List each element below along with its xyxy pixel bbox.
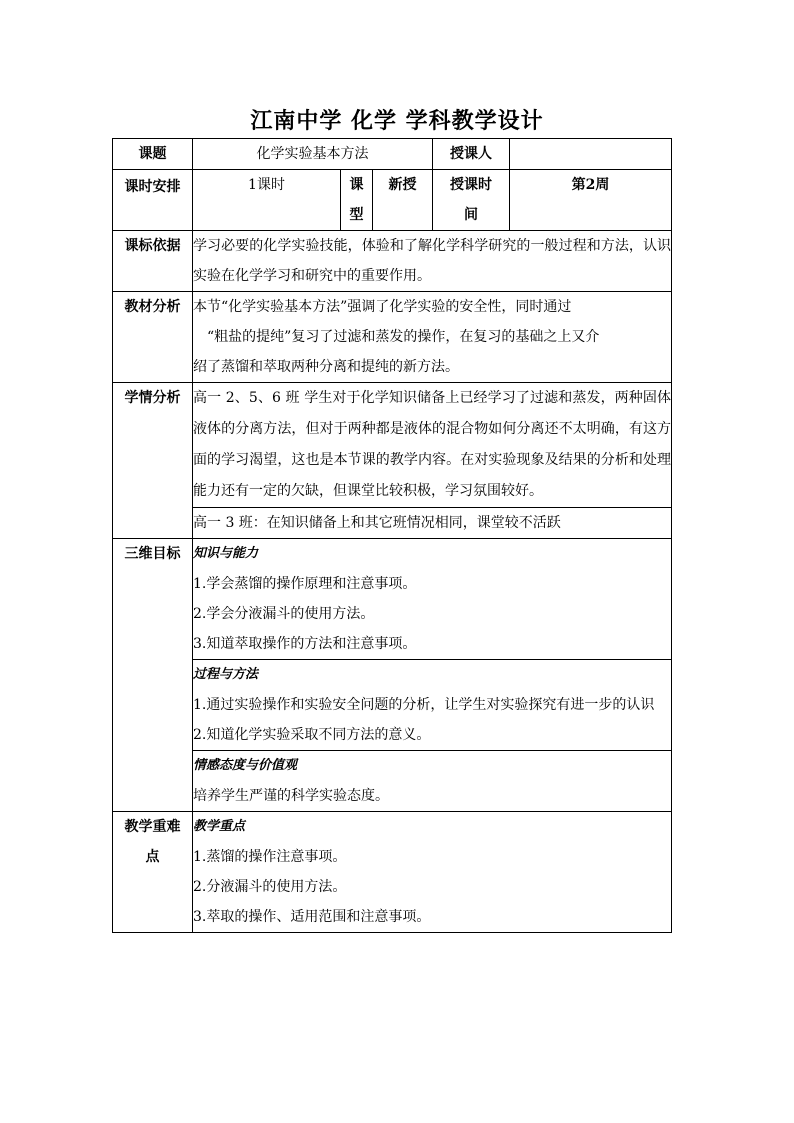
goals-process: [193, 660, 672, 751]
row-students-class3: [113, 508, 672, 539]
students-text-class3: 高一 3 班：在知识储备上和其它班情况相同，课堂较不活跃: [193, 508, 672, 539]
lesson-plan-table: [112, 138, 672, 933]
standard-label: 课标依据: [113, 231, 193, 292]
material-text: 本节“化学实验基本方法”强调了化学实验的安全性，同时通过 “粗盐的提纯”复习了过滤和蒸发的操作，在复习的基础之上又介 绍了蒸馏和萃取两种分离和提纯的新方法。: [193, 292, 672, 383]
list-item: 1.学会蒸馏的操作原理和注意事项。: [193, 576, 417, 592]
goals-knowledge: [193, 539, 672, 660]
list-item: 2.分液漏斗的使用方法。: [193, 879, 347, 895]
students-label: 学情分析: [113, 383, 193, 539]
process-heading: 过程与方法: [193, 667, 259, 682]
row-students: [113, 383, 672, 508]
time-label: 授课时 间: [433, 170, 510, 231]
list-item: 3.知道萃取操作的方法和注意事项。: [193, 636, 417, 652]
material-label: 教材分析: [113, 292, 193, 383]
row-topic: [113, 139, 672, 170]
list-item: 1.通过实验操作和实验安全问题的分析，让学生对实验探究有进一步的认识: [193, 697, 655, 713]
topic-value: 化学实验基本方法: [193, 139, 433, 170]
row-goals-process: [113, 660, 672, 751]
teacher-value: [510, 139, 672, 170]
row-material: [113, 292, 672, 383]
standard-text: 学习必要的化学实验技能，体验和了解化学科学研究的一般过程和方法，认识实验在化学学习和研究中的重要作用。: [193, 231, 672, 292]
key-label: 教学重难 点: [113, 812, 193, 933]
row-goals-knowledge: [113, 539, 672, 660]
list-item: 1.蒸馏的操作注意事项。: [193, 849, 347, 865]
emotion-heading: 情感态度与价值观: [193, 758, 298, 773]
type-value: 新授: [373, 170, 433, 231]
topic-label: 课题: [113, 139, 193, 170]
list-item: 2.学会分液漏斗的使用方法。: [193, 606, 375, 622]
goals-label: 三维目标: [113, 539, 193, 812]
row-goals-emotion: [113, 751, 672, 812]
hours-value: 1课时: [193, 170, 341, 231]
goals-emotion: [193, 751, 672, 812]
key-points: [193, 812, 672, 933]
type-label: 课 型: [341, 170, 373, 231]
list-item: 3.萃取的操作、适用范围和注意事项。: [193, 909, 431, 925]
list-item: 2.知道化学实验采取不同方法的意义。: [193, 727, 431, 743]
knowledge-heading: 知识与能力: [193, 546, 259, 561]
students-text-main: 高一 2、5、6 班 学生对于化学知识储备上已经学习了过滤和蒸发，两种固体液体的分离方法，但对于两种都是液体的混合物如何分离还不太明确，有这方面的学习渴望，这也是本节课的教学内容。在对实验现象及结果的分析和处理能力还有一定的欠缺，但课堂比较积极，学习氛围较好。: [193, 383, 672, 508]
time-value: 第2周: [510, 170, 672, 231]
document-title: 江南中学 化学 学科教学设计: [250, 108, 544, 134]
key-heading: 教学重点: [193, 819, 246, 834]
teacher-label: 授课人: [433, 139, 510, 170]
row-standard: [113, 231, 672, 292]
schedule-label: 课时安排: [113, 170, 193, 231]
row-schedule: [113, 170, 672, 231]
row-key-points: [113, 812, 672, 933]
list-item: 培养学生严谨的科学实验态度。: [193, 788, 389, 804]
